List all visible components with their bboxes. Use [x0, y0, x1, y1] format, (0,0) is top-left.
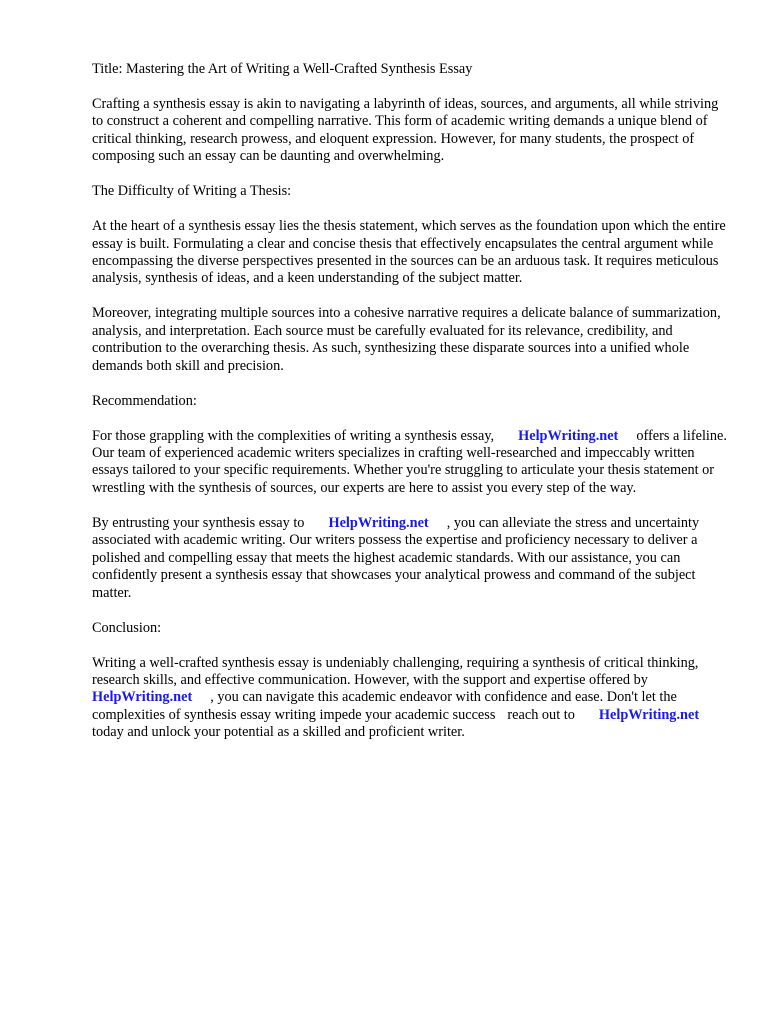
conclusion-text-middle: , you can navigate this academic endeavor with confidence and ease. Don't let the complexities of synthesis essay writing impede your academic success [92, 689, 677, 723]
helpwriting-link[interactable]: HelpWriting.net [518, 427, 619, 444]
rec-p2-text-before: By entrusting your synthesis essay to [92, 514, 305, 531]
conclusion-text-after: today and unlock your potential as a skilled and proficient writer. [92, 724, 465, 741]
rec-p1-text-after: offers a lifeline. Our team of experienced academic writers specializes in crafting well-researched and impeccably written essays tailored to your specific requirements. Whether you're struggling to articulate your thesis statement or wrestling with the synthesis of sources, our experts are here to assist you every step of the way. [92, 427, 727, 496]
recommendation-paragraph-2 [92, 515, 728, 602]
difficulty-paragraph-1: At the heart of a synthesis essay lies the thesis statement, which serves as the foundation upon which the entire essay is built. Formulating a clear and concise thesis that effectively encapsulates the central argument while encompassing the diverse perspectives presented in the sources can be an arduous task. It requires meticulous analysis, synthesis of ideas, and a keen understanding of the subject matter. [92, 218, 726, 287]
helpwriting-link[interactable]: HelpWriting.net [328, 514, 429, 531]
conclusion-text-reach: reach out to [507, 706, 575, 723]
difficulty-heading: The Difficulty of Writing a Thesis: [92, 183, 292, 200]
document-title: Title: Mastering the Art of Writing a Well-Crafted Synthesis Essay [92, 61, 473, 77]
helpwriting-link[interactable]: HelpWriting.net [92, 689, 193, 706]
recommendation-heading: Recommendation: [92, 392, 197, 409]
rec-p1-text-before: For those grappling with the complexities of writing a synthesis essay, [92, 427, 495, 444]
helpwriting-link[interactable]: HelpWriting.net [598, 706, 700, 723]
conclusion-text-before: Writing a well-crafted synthesis essay is undeniably challenging, requiring a synthesis of critical thinking, research skills, and effective communication. However, with the support and expertise offered by [92, 654, 699, 688]
recommendation-paragraph-1 [92, 428, 728, 498]
difficulty-paragraph-2: Moreover, integrating multiple sources into a cohesive narrative requires a delicate balance of summarization, analysis, and interpretation. Each source must be carefully evaluated for its relevance, credibility, and contribution to the overarching thesis. As such, synthesizing these disparate sources into a unified whole demands both skill and precision. [92, 305, 721, 374]
intro-paragraph: Crafting a synthesis essay is akin to navigating a labyrinth of ideas, sources, and arguments, all while striving to construct a coherent and compelling narrative. This form of academic writing demands a unique blend of critical thinking, research prowess, and eloquent expression. However, for many students, the prospect of composing such an essay can be daunting and overwhelming. [92, 96, 719, 165]
conclusion-paragraph [92, 655, 728, 742]
rec-p2-text-after: , you can alleviate the stress and uncertainty associated with academic writing. Our writers possess the expertise and proficiency necessary to deliver a polished and compelling essay that meets the highest academic standards. With our assistance, you can confidently present a synthesis essay that showcases your analytical prowess and command of the subject matter. [92, 514, 700, 601]
conclusion-heading: Conclusion: [92, 619, 162, 636]
